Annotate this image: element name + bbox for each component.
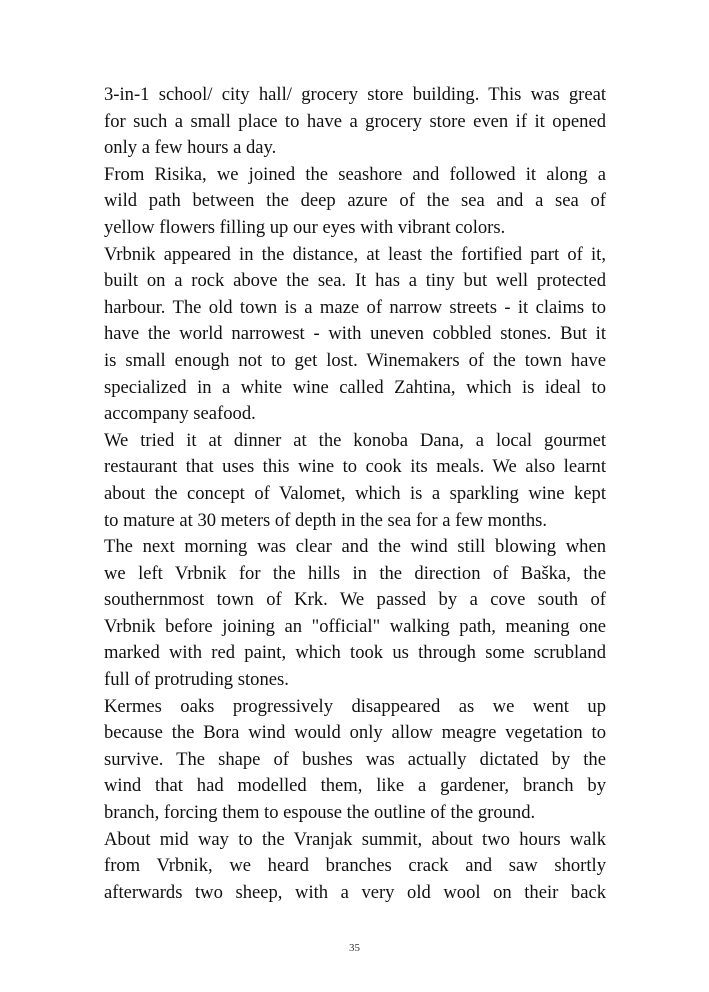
text-line: From Risika, we joined the seashore and followed it along a — [104, 163, 606, 185]
text-line: branch, forcing them to espouse the outline of the ground. — [104, 802, 536, 824]
text-line: wind that had modelled them, like a gardener, branch by — [104, 775, 606, 797]
paragraph — [104, 162, 606, 242]
text-line: restaurant that uses this wine to cook its meals. We also learnt — [104, 456, 606, 478]
paragraph — [104, 428, 606, 534]
page-number: 35 — [349, 942, 360, 954]
text-line: afterwards two sheep, with a very old wool on their back — [104, 881, 606, 903]
text-line: full of protruding stones. — [104, 669, 289, 691]
text-line: specialized in a white wine called Zahtina, which is ideal to — [104, 376, 606, 398]
paragraph — [104, 82, 606, 162]
text-line: About mid way to the Vranjak summit, about two hours walk — [104, 828, 606, 850]
text-line: Vrbnik before joining an "official" walking path, meaning one — [104, 615, 606, 637]
text-line: about the concept of Valomet, which is a sparkling wine kept — [104, 482, 606, 504]
text-line: We tried it at dinner at the konoba Dana, a local gourmet — [104, 429, 606, 451]
text-line: have the world narrowest - with uneven cobbled stones. But it — [104, 323, 606, 345]
text-line: to mature at 30 meters of depth in the sea for a few months. — [104, 509, 548, 531]
text-line: only a few hours a day. — [104, 137, 277, 159]
text-line: wild path between the deep azure of the sea and a sea of — [104, 190, 606, 212]
text-line: marked with red paint, which took us through some scrubland — [104, 642, 606, 664]
text-line: Vrbnik appeared in the distance, at least the fortified part of it, — [104, 243, 606, 265]
text-line: because the Bora wind would only allow meagre vegetation to — [104, 722, 606, 744]
paragraph — [104, 534, 606, 694]
text-line: for such a small place to have a grocery store even if it opened — [104, 110, 606, 132]
paragraph — [104, 242, 606, 428]
text-line: harbour. The old town is a maze of narrow streets - it claims to — [104, 296, 606, 318]
text-line: accompany seafood. — [104, 403, 256, 425]
text-line: is small enough not to get lost. Winemakers of the town have — [104, 349, 606, 371]
body-text — [104, 82, 606, 906]
paragraph — [104, 694, 606, 827]
paragraph — [104, 827, 606, 907]
text-line: from Vrbnik, we heard branches crack and saw shortly — [104, 855, 606, 877]
text-line: southernmost town of Krk. We passed by a cove south of — [104, 589, 606, 611]
text-line: survive. The shape of bushes was actually dictated by the — [104, 748, 606, 770]
text-line: Kermes oaks progressively disappeared as we went up — [104, 695, 606, 717]
text-line: we left Vrbnik for the hills in the direction of Baška, the — [104, 562, 606, 584]
text-line: built on a rock above the sea. It has a tiny but well protected — [104, 270, 606, 292]
text-line: 3-in-1 school/ city hall/ grocery store building. This was great — [104, 84, 606, 105]
text-line: The next morning was clear and the wind still blowing when — [104, 536, 606, 558]
text-line: yellow flowers filling up our eyes with vibrant colors. — [104, 216, 506, 238]
